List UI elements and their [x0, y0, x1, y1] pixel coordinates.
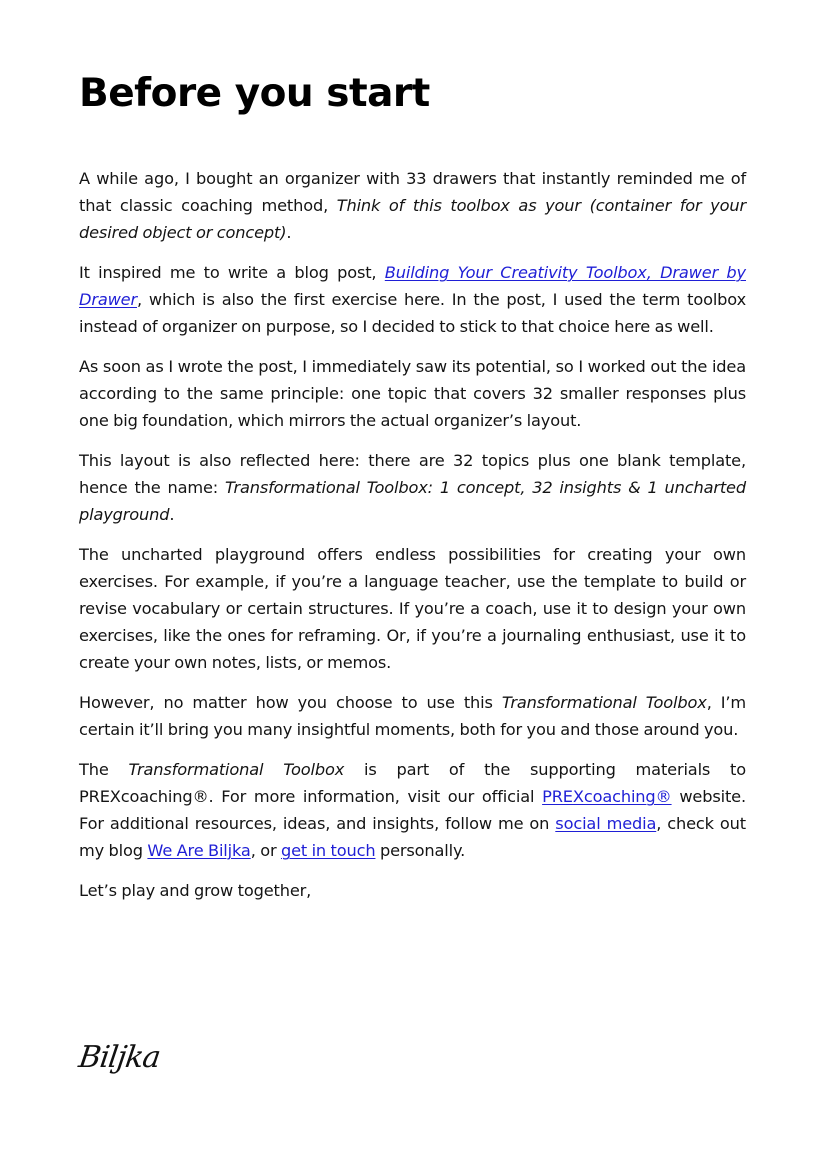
text-span: However, no matter how you choose to use this [79, 693, 502, 712]
text-span: The [79, 760, 129, 779]
blog-post-link-text[interactable]: Building Your Creativity Toolbox, Drawer by Drawer [79, 263, 746, 309]
text-span: The uncharted playground offers endless possibilities for creating your own exercises. For example, if you’re a language teacher, use the template to build or revise vocabulary or certain structures. If you’re a coach, use it to design your own exercises, like the ones for reframing. Or, if you’re a journaling enthusiast, use it to create your own notes, lists, or memos. [79, 545, 746, 672]
paragraph-potential [79, 353, 746, 434]
paragraph-playground [79, 541, 746, 676]
text-span: . [169, 505, 175, 524]
italic-quote: Think of this toolbox as your (container for your desired object or concept) [79, 196, 746, 242]
paragraph-closing [79, 877, 746, 904]
paragraph-resources [79, 756, 746, 864]
italic-title: Transformational Toolbox: 1 concept, 32 insights & 1 uncharted playground [79, 478, 746, 524]
text-span: , or [250, 841, 281, 860]
text-span: is part of the supporting materials to PREXcoaching®. For more information, visit our official [79, 760, 747, 806]
text-span: This layout is also reflected here: there are 32 topics plus one blank template, hence the name: [79, 451, 746, 497]
page-title: Before you start [79, 71, 430, 116]
paragraph-layout [79, 447, 746, 528]
body-text [79, 165, 746, 917]
text-span: It inspired me to write a blog post, [79, 263, 385, 282]
text-span: website. For additional resources, ideas, and insights, follow me on [79, 787, 746, 833]
text-span: . [286, 223, 292, 242]
get-in-touch-link[interactable]: get in touch [280, 841, 376, 860]
prexcoaching-link[interactable]: PREXcoaching® [542, 787, 672, 806]
text-span: Let’s play and grow together, [79, 881, 312, 900]
italic-title: Transformational Toolbox [501, 693, 707, 712]
text-span: , check out my blog [79, 814, 746, 860]
text-span: As soon as I wrote the post, I immediately saw its potential, so I worked out the idea according to the same principle: one topic that covers 32 smaller responses plus one big foundation, which mirrors the actual organizer’s layout. [79, 357, 746, 430]
text-span: personally. [375, 841, 466, 860]
paragraph-blog-post [79, 259, 746, 340]
italic-title: Transformational Toolbox [128, 760, 345, 779]
text-span: , I’m certain it’ll bring you many insightful moments, both for you and those around you. [79, 693, 746, 739]
social-media-link[interactable]: social media [555, 814, 657, 833]
text-span: , which is also the first exercise here. In the post, I used the term toolbox instead of organizer on purpose, so I decided to stick to that choice here as well. [79, 290, 746, 336]
paragraph-intro [79, 165, 746, 246]
paragraph-however [79, 689, 746, 743]
text-span: A while ago, I bought an organizer with 33 drawers that instantly reminded me of that classic coaching method, [79, 169, 746, 215]
signature: Biljka [76, 1040, 163, 1075]
we-are-biljka-link[interactable]: We Are Biljka [147, 841, 251, 860]
